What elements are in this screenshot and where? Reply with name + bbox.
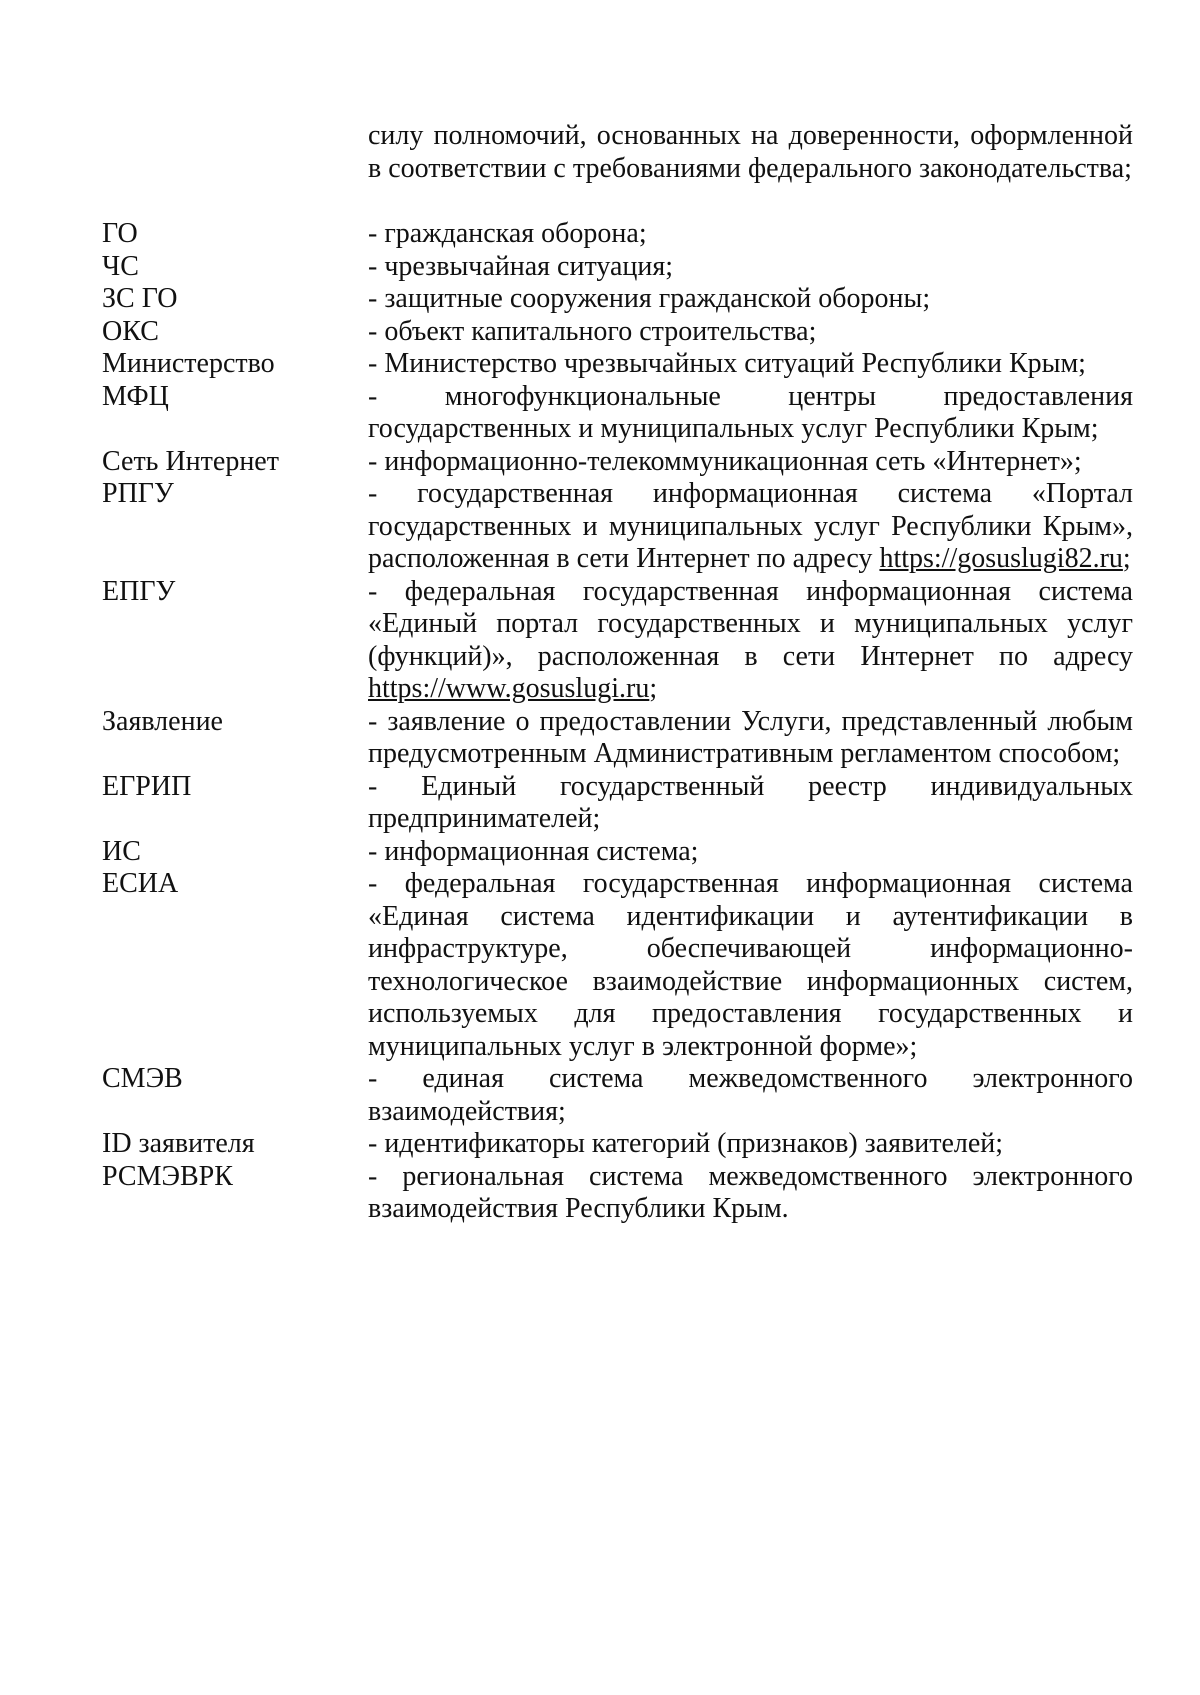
abbreviation-entry-rsmevrk [102,1161,1133,1226]
abbreviation-entry-egrip [102,771,1133,836]
abbreviation-term: ID заявителя [102,1128,255,1159]
continuation-paragraph [368,120,1133,185]
abbreviation-term: РСМЭВРК [102,1160,233,1192]
abbreviation-entry-applicant-id [102,1128,1133,1161]
continuation-text: силу полномочий, основанных на доверенности, оформленной в соответствии с требованиями федерального законодательства; [368,120,1133,184]
abbreviation-entry-application [102,706,1133,771]
abbreviation-definition: - информационная система; [368,835,699,867]
abbreviation-definition: - гражданская оборона; [368,218,647,249]
abbreviation-term: ЕГРИП [102,770,192,802]
abbreviation-term: ОКС [102,315,159,347]
abbreviation-entry-esia [102,868,1133,1063]
abbreviation-definition: - федеральная государственная информационная система «Единая система идентификации и аутентификации в инфраструктуре, обеспечивающей информационно-технологическое взаимодействие информационных систем, используемых для предоставления государственных и муниципальных услуг в электронной форме»; [368,868,1133,1062]
abbreviation-entry-smev [102,1063,1133,1128]
abbreviation-definition: - объект капитального строительства; [368,315,817,347]
abbreviation-entry-is [102,836,1133,869]
abbreviation-definition: - чрезвычайная ситуация; [368,250,674,282]
abbreviation-definition: - заявление о предоставлении Услуги, представленный любым предусмотренным Административным регламентом способом; [368,705,1133,769]
abbreviation-term: ГО [102,218,138,249]
abbreviation-definition: - Министерство чрезвычайных ситуаций Республики Крым; [368,348,1086,379]
abbreviation-entry-ministry [102,348,1133,381]
abbreviation-term: ЕПГУ [102,575,176,607]
abbreviation-term: Министерство [102,348,275,379]
abbreviation-entry-zs-go [102,283,1133,316]
abbreviation-definition: - государственная информационная система «Портал государственных и муниципальных услуг Республики Крым», расположенная в сети Интернет по адресу https://gosuslugi82.ru; [368,478,1133,574]
abbreviation-entry-epgu [102,576,1133,706]
abbreviation-term: МФЦ [102,380,169,412]
abbreviation-term: ЗС ГО [102,283,178,314]
abbreviation-term: Сеть Интернет [102,445,279,477]
abbreviation-definition: - многофункциональные центры предоставления государственных и муниципальных услуг Республики Крым; [368,380,1133,444]
abbreviation-term: РПГУ [102,478,174,509]
abbreviation-entry-mfc [102,381,1133,446]
abbreviation-entry-internet [102,446,1133,479]
abbreviation-entry-chs [102,251,1133,284]
abbreviation-definition: - идентификаторы категорий (признаков) заявителей; [368,1128,1004,1159]
abbreviation-entry-oks [102,316,1133,349]
rpgu-link[interactable]: https://gosuslugi82.ru [879,543,1123,574]
abbreviation-definition: - защитные сооружения гражданской обороны; [368,283,931,314]
abbreviation-entry-go [102,218,1133,251]
epgu-link[interactable]: https://www.gosuslugi.ru [368,673,650,704]
abbreviation-entry-rpgu [102,478,1133,576]
abbreviation-definition: - информационно-телекоммуникационная сеть «Интернет»; [368,445,1082,477]
abbreviation-term: СМЭВ [102,1063,183,1094]
abbreviation-list [102,218,1133,1226]
abbreviation-definition: - региональная система межведомственного электронного взаимодействия Республики Крым. [368,1160,1133,1224]
abbreviation-term: ЕСИА [102,868,179,899]
abbreviation-definition: - Единый государственный реестр индивидуальных предпринимателей; [368,770,1133,834]
abbreviation-term: ИС [102,835,141,867]
abbreviation-definition: - единая система межведомственного электронного взаимодействия; [368,1063,1133,1127]
abbreviation-term: ЧС [102,250,139,282]
abbreviation-term: Заявление [102,705,223,737]
abbreviation-definition: - федеральная государственная информационная система «Единый портал государственных и муниципальных услуг (функций)», расположенная в сети Интернет по адресу https://www.gosuslugi.ru; [368,575,1133,704]
